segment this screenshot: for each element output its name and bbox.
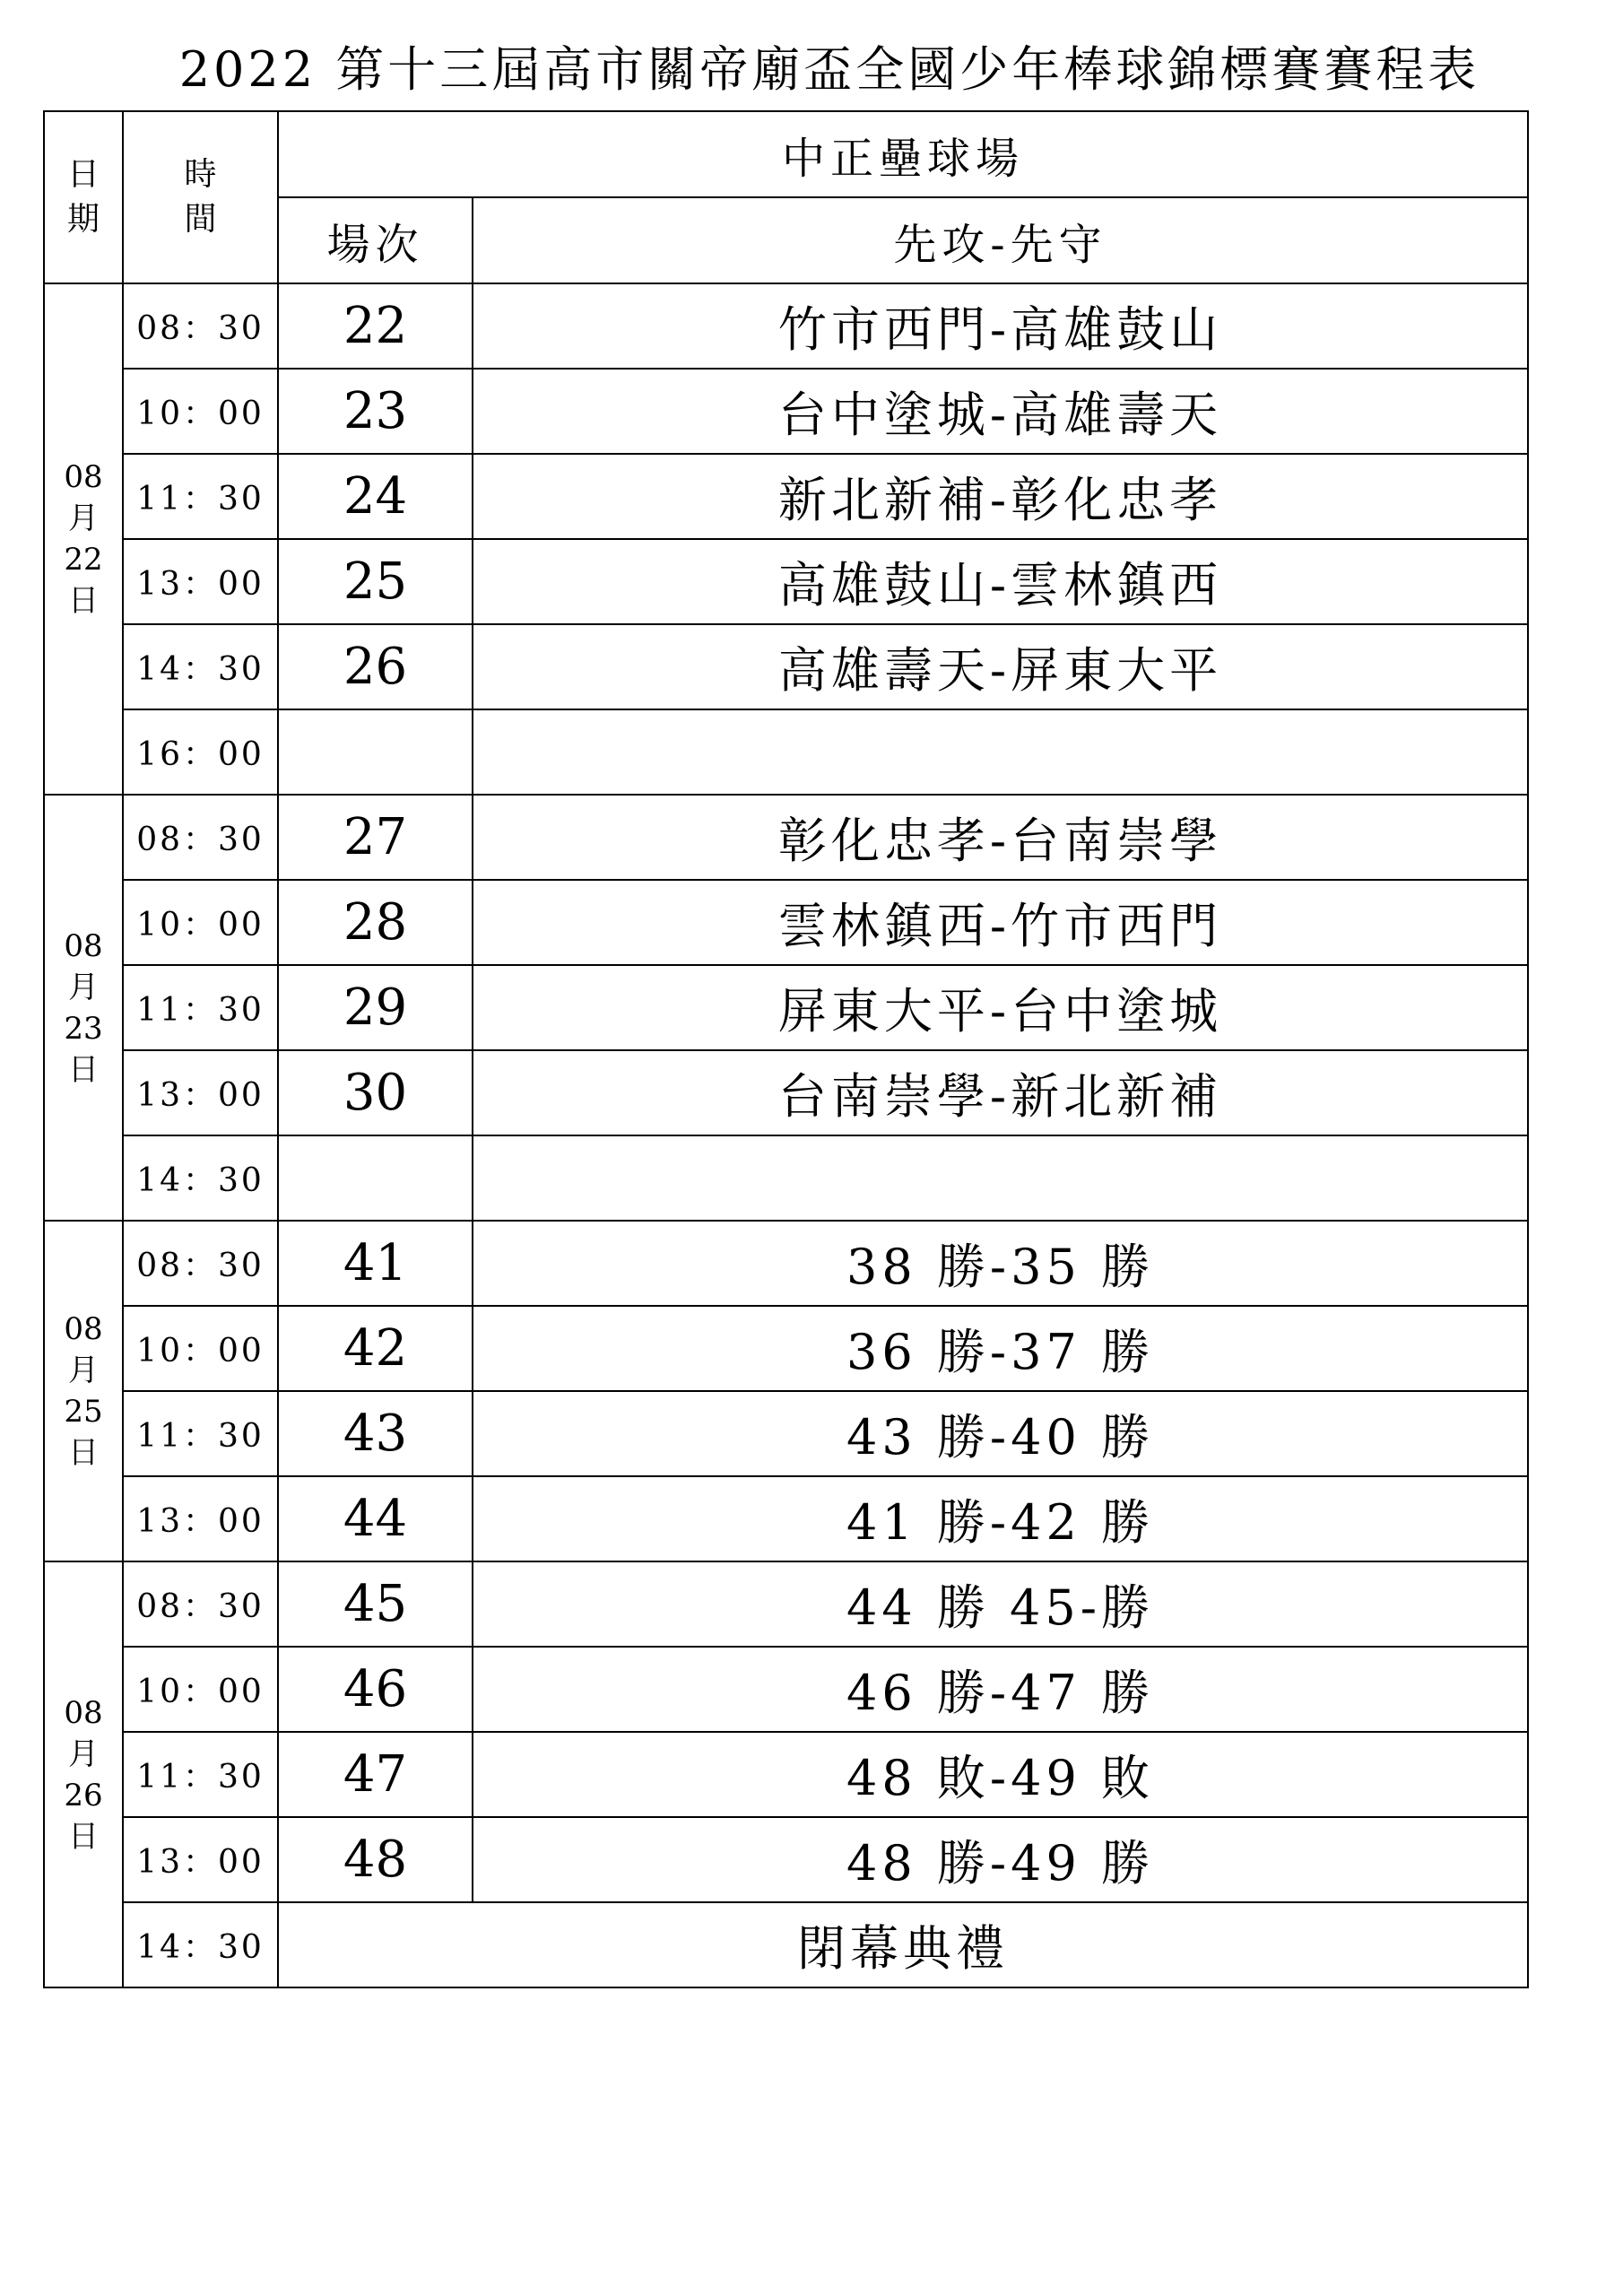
matchup-cell: 新北新補-彰化忠孝 xyxy=(473,454,1528,539)
game-number-cell: 44 xyxy=(278,1476,473,1561)
game-number-cell xyxy=(278,1135,473,1221)
date-char: 08 xyxy=(64,1694,103,1731)
date-cell xyxy=(44,1221,123,1561)
game-number-cell: 26 xyxy=(278,624,473,709)
time-cell: 11：30 xyxy=(123,965,278,1050)
time-cell: 11：30 xyxy=(123,1391,278,1476)
game-number-cell: 45 xyxy=(278,1561,473,1647)
game-number-cell: 28 xyxy=(278,880,473,965)
game-number-cell: 48 xyxy=(278,1817,473,1902)
time-cell: 14：30 xyxy=(123,1902,278,1987)
time-cell: 10：00 xyxy=(123,1306,278,1391)
table-row xyxy=(44,1135,1528,1221)
closing-ceremony-cell: 閉幕典禮 xyxy=(278,1902,1528,1987)
game-number-cell: 42 xyxy=(278,1306,473,1391)
time-cell: 13：00 xyxy=(123,1050,278,1135)
time-cell: 10：00 xyxy=(123,369,278,454)
time-header xyxy=(123,111,278,283)
matchup-cell: 台中塗城-高雄壽天 xyxy=(473,369,1528,454)
table-row xyxy=(44,709,1528,795)
matchup-cell xyxy=(473,1135,1528,1221)
matchup-cell xyxy=(473,709,1528,795)
table-row xyxy=(44,1732,1528,1817)
date-header-char: 期 xyxy=(66,201,100,238)
table-row xyxy=(44,1306,1528,1391)
time-header-char: 時 xyxy=(184,156,217,193)
time-cell: 11：30 xyxy=(123,1732,278,1817)
time-cell: 08：30 xyxy=(123,1221,278,1306)
time-cell: 08：30 xyxy=(123,795,278,880)
table-row xyxy=(44,880,1528,965)
table-row xyxy=(44,1647,1528,1732)
matchup-cell: 高雄壽天-屏東大平 xyxy=(473,624,1528,709)
table-row xyxy=(44,369,1528,454)
page-title: 2022 第十三屆高市關帝廟盃全國少年棒球錦標賽賽程表 xyxy=(178,41,1480,98)
game-number-cell: 30 xyxy=(278,1050,473,1135)
time-cell: 11：30 xyxy=(123,454,278,539)
matchup-cell: 48 勝-49 勝 xyxy=(473,1817,1528,1902)
time-cell: 08：30 xyxy=(123,283,278,369)
date-char: 日 xyxy=(68,1435,99,1471)
matchup-cell: 38 勝-35 勝 xyxy=(473,1221,1528,1306)
date-cell xyxy=(44,1561,123,1987)
table-row xyxy=(44,454,1528,539)
date-char: 26 xyxy=(64,1777,103,1813)
date-header-char: 日 xyxy=(66,156,100,193)
table-row xyxy=(44,1391,1528,1476)
game-number-cell: 46 xyxy=(278,1647,473,1732)
date-char: 23 xyxy=(64,1010,103,1047)
game-number-cell: 23 xyxy=(278,369,473,454)
table-row xyxy=(44,539,1528,624)
matchup-cell: 46 勝-47 勝 xyxy=(473,1647,1528,1732)
game-number-cell: 27 xyxy=(278,795,473,880)
time-cell: 14：30 xyxy=(123,1135,278,1221)
matchup-cell: 彰化忠孝-台南崇學 xyxy=(473,795,1528,880)
time-cell: 10：00 xyxy=(123,1647,278,1732)
matchup-cell: 48 敗-49 敗 xyxy=(473,1732,1528,1817)
date-char: 08 xyxy=(64,459,103,495)
table-row xyxy=(44,1050,1528,1135)
game-no-header: 場次 xyxy=(278,197,473,283)
schedule-table xyxy=(43,110,1529,1988)
time-cell: 10：00 xyxy=(123,880,278,965)
time-cell: 08：30 xyxy=(123,1561,278,1647)
time-cell: 16：00 xyxy=(123,709,278,795)
matchup-cell: 44 勝 45-勝 xyxy=(473,1561,1528,1647)
game-number-cell: 41 xyxy=(278,1221,473,1306)
date-char: 月 xyxy=(68,1735,99,1772)
game-number-cell: 24 xyxy=(278,454,473,539)
table-row xyxy=(44,624,1528,709)
matchup-cell: 雲林鎮西-竹市西門 xyxy=(473,880,1528,965)
date-char: 月 xyxy=(68,1352,99,1388)
matchup-cell: 36 勝-37 勝 xyxy=(473,1306,1528,1391)
date-cell xyxy=(44,283,123,795)
game-number-cell: 22 xyxy=(278,283,473,369)
date-char: 22 xyxy=(64,542,103,578)
table-row xyxy=(44,283,1528,369)
matchup-cell: 43 勝-40 勝 xyxy=(473,1391,1528,1476)
matchup-cell: 台南崇學-新北新補 xyxy=(473,1050,1528,1135)
table-row xyxy=(44,795,1528,880)
time-cell: 14：30 xyxy=(123,624,278,709)
matchup-cell: 41 勝-42 勝 xyxy=(473,1476,1528,1561)
date-char: 08 xyxy=(64,1311,103,1347)
date-char: 日 xyxy=(68,583,99,619)
date-char: 25 xyxy=(64,1394,103,1430)
game-number-cell xyxy=(278,709,473,795)
table-row xyxy=(44,965,1528,1050)
table-row xyxy=(44,1902,1528,1987)
date-char: 日 xyxy=(68,1051,99,1088)
table-row xyxy=(44,1476,1528,1561)
game-number-cell: 29 xyxy=(278,965,473,1050)
game-number-cell: 25 xyxy=(278,539,473,624)
time-cell: 13：00 xyxy=(123,539,278,624)
date-char: 日 xyxy=(68,1818,99,1855)
date-char: 月 xyxy=(68,500,99,536)
game-number-cell: 47 xyxy=(278,1732,473,1817)
date-header xyxy=(44,111,123,283)
table-row xyxy=(44,1221,1528,1306)
matchup-cell: 竹市西門-高雄鼓山 xyxy=(473,283,1528,369)
matchup-cell: 高雄鼓山-雲林鎮西 xyxy=(473,539,1528,624)
date-char: 08 xyxy=(64,927,103,964)
table-row xyxy=(44,1561,1528,1647)
matchup-header: 先攻-先守 xyxy=(473,197,1528,283)
time-header-char: 間 xyxy=(184,201,217,238)
time-cell: 13：00 xyxy=(123,1817,278,1902)
table-row xyxy=(44,1817,1528,1902)
date-char: 月 xyxy=(68,969,99,1005)
venue-header: 中正壘球場 xyxy=(278,111,1528,197)
date-cell xyxy=(44,795,123,1221)
time-cell: 13：00 xyxy=(123,1476,278,1561)
game-number-cell: 43 xyxy=(278,1391,473,1476)
matchup-cell: 屏東大平-台中塗城 xyxy=(473,965,1528,1050)
